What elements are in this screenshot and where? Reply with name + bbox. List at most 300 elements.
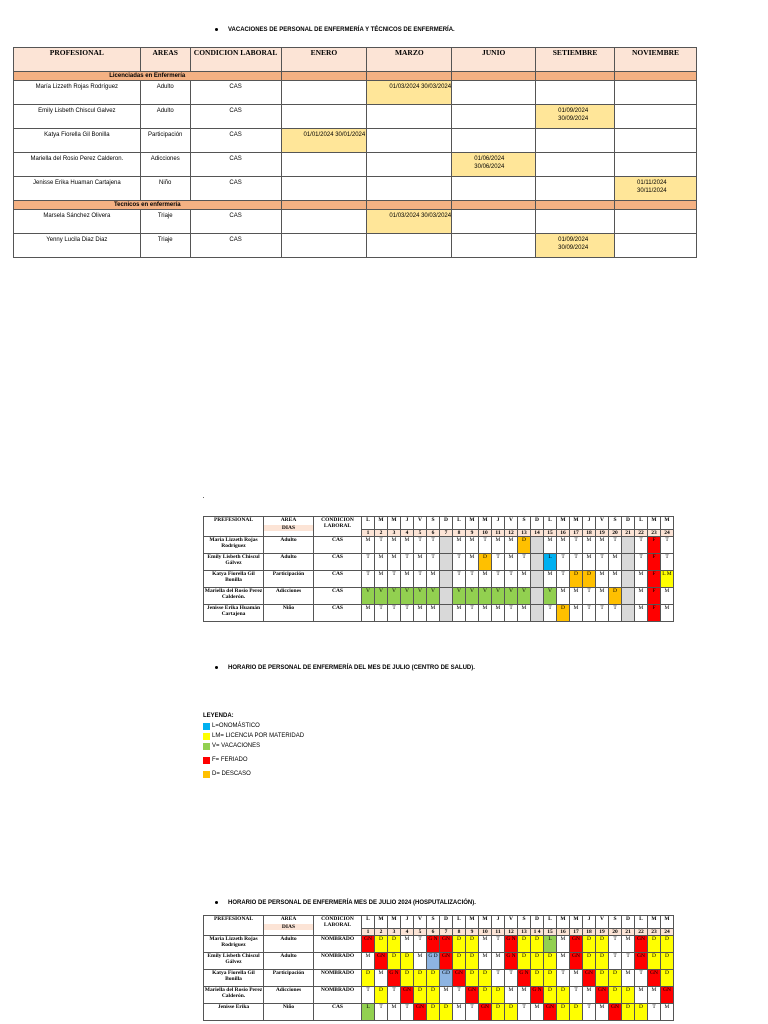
vacation-dates: 01/09/2024 30/09/2024 [536, 105, 615, 129]
stray-dot [203, 497, 204, 498]
shift-cell: T [492, 554, 505, 571]
shift-cell: D [609, 588, 622, 605]
shift-cell: M [362, 953, 375, 970]
shift-cell: D [661, 953, 674, 970]
vacation-dates: 01/11/2024 30/11/2024 [615, 177, 697, 201]
day-number: 15 [544, 929, 557, 936]
schedule-header-2: CONDICION LABORAL [314, 916, 362, 936]
shift-cell: V [479, 588, 492, 605]
weekday-header: M [375, 916, 388, 929]
day-number: 4 [401, 530, 414, 537]
shift-cell: M [609, 571, 622, 588]
weekday-header: M [661, 916, 674, 929]
staff-name: Mariella del Rosio Perez Calderón. [204, 987, 264, 1004]
staff-area: Adulto [264, 936, 314, 953]
shift-cell: V [453, 588, 466, 605]
weekday-header: M [388, 916, 401, 929]
shift-cell [531, 588, 544, 605]
shift-cell: GN [453, 970, 466, 987]
legend-swatch-icon [203, 723, 210, 730]
shift-cell: T [609, 605, 622, 622]
empty-month-cell [452, 129, 536, 153]
day-number: 11 [492, 530, 505, 537]
shift-cell: D [375, 987, 388, 1004]
shift-cell: D [518, 537, 531, 554]
vacation-dates: 01/03/2024 30/03/2024 [367, 210, 452, 234]
weekday-header: M [661, 517, 674, 530]
weekday-header: J [401, 517, 414, 530]
weekday-header: J [583, 517, 596, 530]
staff-name: Katya Fiorella Gil Bonilla [14, 129, 141, 153]
staff-condition: CAS [314, 537, 362, 554]
legend-title: LEYENDA: [203, 713, 234, 719]
shift-cell: G N [531, 987, 544, 1004]
schedule-row [204, 605, 674, 622]
day-number: 10 [479, 530, 492, 537]
shift-cell: M [505, 987, 518, 1004]
shift-cell: G N [427, 936, 440, 953]
shift-cell: T [414, 936, 427, 953]
shift-cell [622, 588, 635, 605]
schedule-row [204, 537, 674, 554]
weekday-header: D [622, 916, 635, 929]
legend-swatch-icon [203, 771, 210, 778]
shift-cell: T [375, 1004, 388, 1021]
day-number: 24 [661, 530, 674, 537]
shift-cell [440, 605, 453, 622]
schedule-header-1: AREA DIAS [264, 517, 314, 537]
empty-month-cell [615, 129, 697, 153]
staff-area: Triaje [140, 210, 190, 234]
section-empty-cell [281, 201, 367, 210]
shift-cell: M [635, 588, 648, 605]
weekday-header: L [453, 517, 466, 530]
staff-name: Jenisse Erika Huamán Cartajena [204, 605, 264, 622]
shift-cell: GN [401, 987, 414, 1004]
vacation-title-text: VACACIONES DE PERSONAL DE ENFERMERÍA Y TÉCNICOS DE ENFERMERÍA. [228, 27, 455, 33]
vacation-header-6: SETIEMBRE [536, 48, 615, 72]
shift-cell: D [596, 936, 609, 953]
bullet-icon [215, 901, 218, 904]
schedule-centro-title [215, 665, 475, 671]
shift-cell: M [557, 537, 570, 554]
shift-cell: T [661, 537, 674, 554]
shift-cell: M [661, 1004, 674, 1021]
empty-month-cell [452, 234, 536, 258]
shift-cell: L [362, 1004, 375, 1021]
vacation-row [14, 234, 697, 258]
day-number: 13 [518, 929, 531, 936]
shift-cell: D [414, 970, 427, 987]
shift-cell: M [596, 537, 609, 554]
staff-condition: CAS [190, 153, 281, 177]
shift-cell: M [648, 987, 661, 1004]
section-empty-cell [615, 201, 697, 210]
empty-month-cell [281, 153, 367, 177]
shift-cell: D [388, 936, 401, 953]
day-number: 6 [427, 929, 440, 936]
empty-month-cell [367, 153, 452, 177]
day-number: 21 [622, 929, 635, 936]
shift-cell: M [388, 537, 401, 554]
section-empty-cell [452, 72, 536, 81]
day-number: 19 [596, 530, 609, 537]
staff-area: Adulto [264, 537, 314, 554]
day-number: 22 [635, 929, 648, 936]
shift-cell: T [596, 605, 609, 622]
shift-cell: D [466, 936, 479, 953]
staff-condition: CAS [190, 210, 281, 234]
shift-cell: T [622, 953, 635, 970]
empty-month-cell [452, 81, 536, 105]
shift-cell: T [583, 605, 596, 622]
shift-cell [531, 605, 544, 622]
shift-cell: M [635, 987, 648, 1004]
shift-cell: D [570, 1004, 583, 1021]
empty-month-cell [281, 105, 367, 129]
shift-cell: M [570, 605, 583, 622]
shift-cell: F [648, 605, 661, 622]
shift-cell [622, 537, 635, 554]
shift-cell: D [570, 571, 583, 588]
shift-cell: M [453, 1004, 466, 1021]
shift-cell: T [544, 605, 557, 622]
shift-cell: M [518, 571, 531, 588]
weekday-header: S [518, 517, 531, 530]
shift-cell: G N [388, 970, 401, 987]
weekday-header: M [479, 517, 492, 530]
shift-cell: D [401, 953, 414, 970]
shift-cell: GN [466, 987, 479, 1004]
shift-cell: T [570, 537, 583, 554]
shift-cell: D [583, 953, 596, 970]
shift-cell: D [609, 970, 622, 987]
vacation-header-2: CONDICION LABORAL [190, 48, 281, 72]
legend-label: V= VACACIONES [212, 743, 261, 749]
weekday-header: M [466, 916, 479, 929]
empty-month-cell [367, 177, 452, 201]
shift-cell: T [557, 970, 570, 987]
staff-condition: CAS [190, 81, 281, 105]
weekday-header: L [635, 916, 648, 929]
shift-cell: T [609, 537, 622, 554]
weekday-header: S [518, 916, 531, 929]
legend-item [203, 755, 304, 765]
legend-swatch-icon [203, 733, 210, 740]
day-number: 19 [596, 929, 609, 936]
shift-cell: D [362, 970, 375, 987]
vacation-header-0: PROFESIONAL [14, 48, 141, 72]
empty-month-cell [536, 153, 615, 177]
shift-cell: M [401, 936, 414, 953]
vacation-row [14, 129, 697, 153]
staff-name: Emily Lisbeth Chiscul Gálvez [204, 953, 264, 970]
weekday-header: M [557, 916, 570, 929]
staff-name: Jenisse Erika [204, 1004, 264, 1021]
section-empty-cell [536, 72, 615, 81]
schedule-header-0: PREFESIONAL [204, 916, 264, 936]
shift-cell: V [427, 588, 440, 605]
shift-cell: GN [362, 936, 375, 953]
empty-month-cell [615, 234, 697, 258]
shift-cell: V [505, 588, 518, 605]
shift-cell: M [661, 605, 674, 622]
staff-area: Adulto [140, 81, 190, 105]
shift-cell: D [427, 1004, 440, 1021]
legend-swatch-icon [203, 757, 210, 764]
shift-cell: F [648, 537, 661, 554]
day-number: 11 [492, 929, 505, 936]
legend-label: D= DESCASO [212, 771, 251, 777]
shift-cell: D [401, 970, 414, 987]
shift-cell: T [388, 987, 401, 1004]
shift-cell: GN [609, 1004, 622, 1021]
shift-cell: T [466, 571, 479, 588]
legend-label: F= FERIADO [212, 757, 248, 763]
shift-cell: T [648, 1004, 661, 1021]
shift-cell: D [531, 970, 544, 987]
day-number: 9 [466, 929, 479, 936]
shift-cell: M [518, 987, 531, 1004]
empty-month-cell [367, 234, 452, 258]
shift-cell: G N [505, 953, 518, 970]
shift-cell: T [518, 1004, 531, 1021]
shift-cell: M [427, 571, 440, 588]
shift-cell: M [583, 537, 596, 554]
weekday-header: D [531, 916, 544, 929]
shift-cell: M [466, 554, 479, 571]
shift-cell: M [596, 571, 609, 588]
weekday-header: V [414, 916, 427, 929]
shift-cell: D [661, 970, 674, 987]
shift-cell: D [583, 571, 596, 588]
day-number: 12 [505, 929, 518, 936]
shift-cell: M [622, 970, 635, 987]
shift-cell: D [531, 953, 544, 970]
shift-cell: T [388, 571, 401, 588]
shift-cell: D [388, 953, 401, 970]
schedule-row [204, 953, 674, 970]
shift-cell [440, 571, 453, 588]
shift-cell [440, 554, 453, 571]
empty-month-cell [536, 81, 615, 105]
vacation-dates: 01/06/2024 30/06/2024 [452, 153, 536, 177]
schedule-row [204, 1004, 674, 1021]
shift-cell [622, 571, 635, 588]
staff-name: Emily Lisbeth Chiscul Gálvez [204, 554, 264, 571]
day-number: 14 [531, 530, 544, 537]
shift-cell: M [596, 588, 609, 605]
weekday-header: V [505, 517, 518, 530]
shift-cell: T [414, 571, 427, 588]
weekday-header: J [583, 916, 596, 929]
shift-cell: M [375, 571, 388, 588]
shift-cell: M [362, 605, 375, 622]
schedule-row [204, 970, 674, 987]
shift-cell: M [635, 605, 648, 622]
shift-cell: D [414, 987, 427, 1004]
shift-cell: M [466, 537, 479, 554]
staff-condition: CAS [314, 571, 362, 588]
shift-cell: G N [518, 970, 531, 987]
staff-name: Maria Lizzeth Rojas Rodriguez [204, 936, 264, 953]
shift-cell: M [505, 537, 518, 554]
weekday-header: L [635, 517, 648, 530]
shift-cell: D [466, 970, 479, 987]
staff-condition: CAS [190, 234, 281, 258]
staff-condition: CAS [314, 554, 362, 571]
staff-name: Marsela Sánchez Olivera [14, 210, 141, 234]
staff-name: Mariella del Rosio Perez Calderón. [204, 588, 264, 605]
shift-cell [531, 571, 544, 588]
shift-cell: F [648, 571, 661, 588]
weekday-header: M [479, 916, 492, 929]
empty-month-cell [281, 81, 367, 105]
shift-cell: L [544, 554, 557, 571]
shift-cell: T [635, 970, 648, 987]
shift-cell: D [583, 936, 596, 953]
shift-cell: GN [544, 1004, 557, 1021]
schedule-header-row [204, 916, 674, 929]
staff-area: Adicciones [264, 588, 314, 605]
shift-cell: M [479, 953, 492, 970]
vacation-dates: 01/09/2024 30/09/2024 [536, 234, 615, 258]
shift-cell: T [362, 554, 375, 571]
shift-cell: T [583, 588, 596, 605]
staff-condition: NOMBRADO [314, 936, 362, 953]
weekday-header: M [466, 517, 479, 530]
shift-cell: V [388, 588, 401, 605]
weekday-header: D [440, 916, 453, 929]
shift-cell: M [583, 987, 596, 1004]
vacation-header-5: JUNIO [452, 48, 536, 72]
section-label: Tecnicos en enfermería [14, 201, 282, 210]
shift-cell: T [362, 571, 375, 588]
section-row [14, 201, 697, 210]
legend-item [203, 741, 304, 751]
shift-cell: M [414, 554, 427, 571]
day-number: 21 [622, 530, 635, 537]
section-row [14, 72, 697, 81]
shift-cell: T [492, 970, 505, 987]
shift-cell: M [453, 605, 466, 622]
shift-cell: GN [375, 953, 388, 970]
empty-month-cell [536, 129, 615, 153]
shift-cell: T [635, 554, 648, 571]
shift-cell: T [505, 970, 518, 987]
shift-cell: D [492, 987, 505, 1004]
weekday-header: V [596, 916, 609, 929]
shift-cell: T [570, 554, 583, 571]
shift-cell: G N [505, 936, 518, 953]
shift-cell: M [362, 537, 375, 554]
shift-cell [622, 605, 635, 622]
shift-cell: M [596, 1004, 609, 1021]
shift-cell: M [492, 953, 505, 970]
empty-month-cell [452, 177, 536, 201]
shift-cell: D [596, 970, 609, 987]
section-empty-cell [536, 201, 615, 210]
shift-cell: D [427, 987, 440, 1004]
staff-condition: CAS [314, 588, 362, 605]
shift-cell: F [648, 588, 661, 605]
shift-cell: D [375, 936, 388, 953]
weekday-header: D [531, 517, 544, 530]
shift-cell: T [466, 605, 479, 622]
shift-cell: M [544, 571, 557, 588]
shift-cell: M [609, 554, 622, 571]
schedule-header-0: PREFESIONAL [204, 517, 264, 537]
shift-cell: D [479, 970, 492, 987]
weekday-header: V [505, 916, 518, 929]
schedule-row [204, 936, 674, 953]
empty-month-cell [536, 210, 615, 234]
empty-month-cell [615, 210, 697, 234]
vacation-dates: 01/03/2024 30/03/2024 [367, 81, 452, 105]
shift-cell: T [427, 537, 440, 554]
weekday-header: D [440, 517, 453, 530]
shift-cell: M [401, 537, 414, 554]
shift-cell [440, 588, 453, 605]
shift-cell: T [609, 953, 622, 970]
dias-label: DIAS [264, 924, 313, 930]
shift-cell: D [622, 1004, 635, 1021]
shift-cell: GN [635, 953, 648, 970]
day-number: 6 [427, 530, 440, 537]
legend [203, 713, 304, 779]
staff-area: Adulto [264, 953, 314, 970]
shift-cell: M [388, 554, 401, 571]
shift-cell: T [414, 537, 427, 554]
staff-name: Yenny Lucila Diaz Diaz [14, 234, 141, 258]
shift-cell: T [375, 605, 388, 622]
shift-cell: F [648, 554, 661, 571]
shift-cell: D [544, 970, 557, 987]
staff-condition: CAS [314, 1004, 362, 1021]
staff-condition: CAS [314, 605, 362, 622]
shift-cell: D [453, 936, 466, 953]
shift-cell: T [596, 554, 609, 571]
shift-cell: M [557, 953, 570, 970]
schedule-row [204, 987, 674, 1004]
shift-cell: M [414, 605, 427, 622]
shift-cell: T [466, 1004, 479, 1021]
weekday-header: M [557, 517, 570, 530]
legend-item [203, 721, 304, 731]
section-empty-cell [367, 72, 452, 81]
day-number: 7 [440, 530, 453, 537]
shift-cell: M [479, 936, 492, 953]
shift-cell: D [453, 953, 466, 970]
staff-name: Maria Lizzeth Rojas Rodriguez [204, 537, 264, 554]
shift-cell: T [401, 554, 414, 571]
schedule-header-2: CONDICION LABORAL [314, 517, 362, 537]
shift-cell: T [362, 987, 375, 1004]
day-number: 10 [479, 929, 492, 936]
shift-cell: M [479, 571, 492, 588]
empty-month-cell [452, 210, 536, 234]
shift-cell: GN [635, 936, 648, 953]
shift-cell: D [648, 953, 661, 970]
shift-cell: T [492, 571, 505, 588]
shift-cell: GN [440, 953, 453, 970]
shift-cell: D [557, 1004, 570, 1021]
vacation-dates: 01/01/2024 30/01/2024 [281, 129, 367, 153]
section-label: Licenciadas en Enfermería [14, 72, 282, 81]
shift-cell: GN [570, 953, 583, 970]
day-number: 18 [583, 929, 596, 936]
staff-name: Mariella del Rosio Perez Calderon. [14, 153, 141, 177]
